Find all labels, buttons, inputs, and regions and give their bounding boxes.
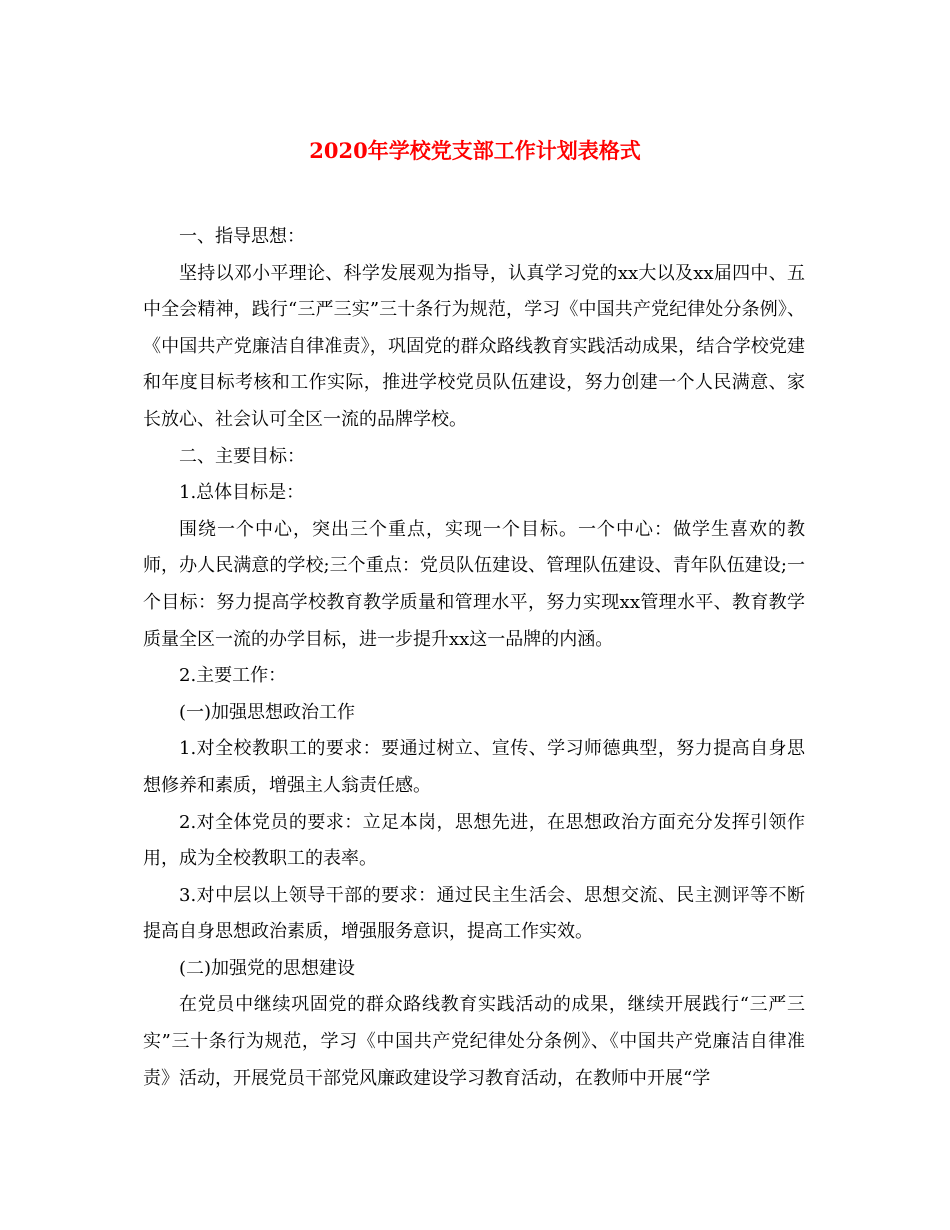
- paragraph-guiding-ideology: 坚持以邓小平理论、科学发展观为指导，认真学习党的xx大以及xx届四中、五中全会精神，践行“三严三实”三十条行为规范，学习《中国共产党纪律处分条例》、《中国共产党廉洁自律准责》，巩固党的群众路线教育实践活动成果，结合学校党建和年度目标考核和工作实际，推进学校党员队伍建设，努力创建一个人民满意、家长放心、社会认可全区一流的品牌学校。: [143, 262, 805, 430]
- paragraph-party-member-requirements: 2.对全体党员的要求：立足本岗，思想先进，在思想政治方面充分发挥引领作用，成为全校教职工的表率。: [143, 811, 805, 870]
- paragraph-leader-requirements: 3.对中层以上领导干部的要求：通过民主生活会、思想交流、民主测评等不断提高自身思想政治素质，增强服务意识，提高工作实效。: [143, 884, 805, 943]
- paragraph-staff-requirements: 1.对全校教职工的要求：要通过树立、宣传、学习师德典型，努力提高自身思想修养和素质，增强主人翁责任感。: [143, 738, 805, 796]
- document-body: [143, 219, 805, 1097]
- subheading-overall-goal: 1.总体目标是：: [179, 482, 305, 504]
- subheading-party-ideology: (二)加强党的思想建设: [179, 957, 356, 979]
- paragraph-overall-goal: 围绕一个中心，突出三个重点，实现一个目标。一个中心：做学生喜欢的教师，办人民满意的学校;三个重点：党员队伍建设、管理队伍建设、青年队伍建设;一个目标：努力提高学校教育教学质量和管理水平，努力实现xx管理水平、教育教学质量全区一流的办学目标，进一步提升xx这一品牌的内涵。: [143, 518, 806, 650]
- document-title: 2020年学校党支部工作计划表格式: [309, 138, 641, 163]
- heading-guiding-ideology: 一、指导思想：: [179, 226, 305, 247]
- subheading-main-work: 2.主要工作：: [179, 665, 287, 687]
- paragraph-party-ideology: 在党员中继续巩固党的群众路线教育实践活动的成果，继续开展践行“三严三实”三十条行为规范，学习《中国共产党纪律处分条例》、《中国共产党廉洁自律准责》活动，开展党员干部党风廉政建设学习教育活动，在教师中开展“学: [143, 994, 805, 1089]
- subheading-political-work: (一)加强思想政治工作: [179, 701, 356, 723]
- heading-main-goals: 二、主要目标：: [179, 445, 305, 467]
